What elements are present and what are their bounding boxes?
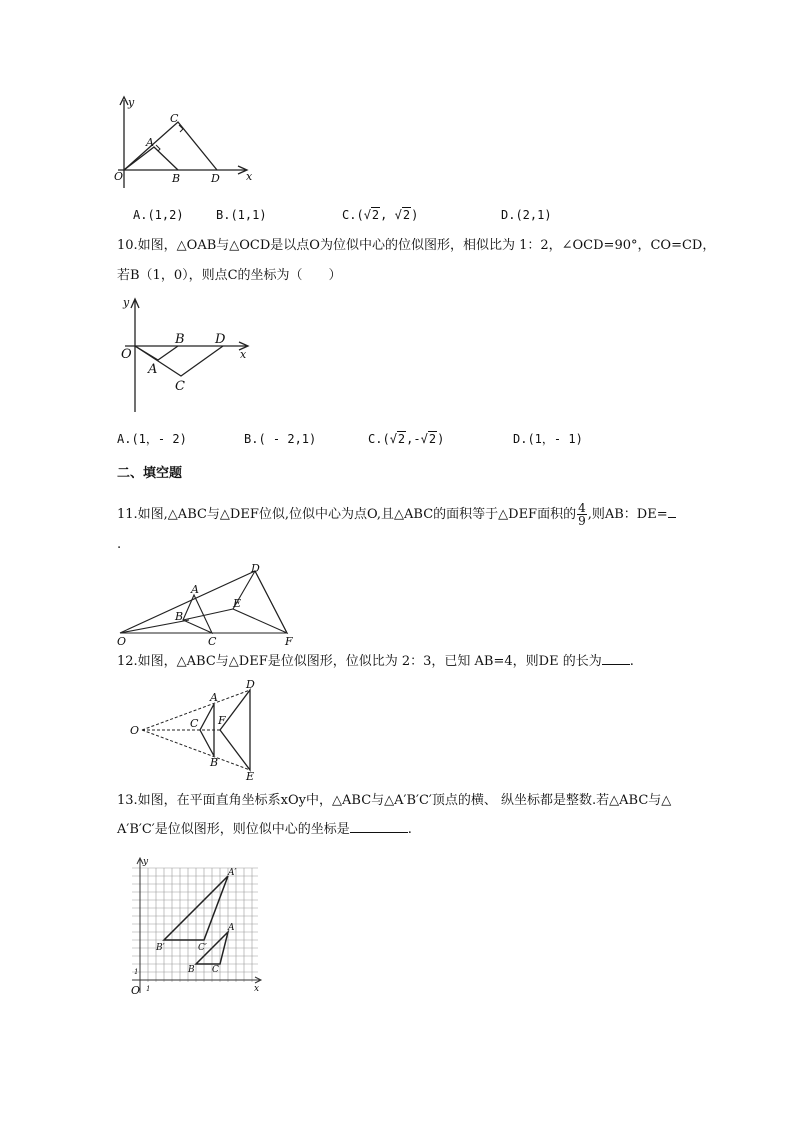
q10-option-b: B.( - 2,1)	[244, 432, 317, 446]
q12-label-b: B	[210, 756, 219, 769]
q13-label-c-prime: C′	[198, 943, 207, 953]
q13-label-o: O	[131, 984, 141, 997]
q10-option-c-suffix: )	[437, 432, 445, 446]
q13-text-before: A′B′C′是位似图形，则位似中心的坐标是	[117, 822, 350, 837]
sqrt-symbol: √2	[394, 208, 411, 222]
q13-text-after: .	[407, 822, 412, 837]
sqrt-symbol: √2	[363, 208, 380, 222]
q13-answer-blank[interactable]	[350, 820, 408, 833]
q13-label-a-prime: A′	[228, 868, 237, 878]
q13-label-c: C	[212, 965, 219, 975]
q10-label-c: C	[175, 379, 185, 394]
q11-stem-line1	[117, 502, 676, 527]
q11-triangle-def	[233, 571, 287, 633]
q9-label-c: C	[170, 112, 179, 125]
q11-answer-blank[interactable]	[668, 505, 676, 518]
q12-stem	[117, 652, 634, 671]
q12-label-f: F	[218, 714, 226, 727]
q11-label-c: C	[208, 635, 217, 648]
q11-ray-be	[183, 609, 233, 620]
q12-label-a: A	[210, 691, 218, 704]
q12-label-o: O	[130, 724, 140, 737]
q12-dashed-oe	[142, 730, 250, 770]
q9-label-b: B	[172, 172, 181, 185]
q9-option-c-radicand-2: 2	[402, 208, 411, 222]
q11-figure	[115, 560, 305, 648]
q13-figure	[124, 855, 264, 997]
q10-option-c-sep: ,-	[406, 432, 421, 446]
q11-triangle-abc	[183, 595, 212, 633]
q9-option-a: A.(1,2)	[133, 208, 184, 222]
q10-label-y: y	[123, 296, 130, 309]
q11-text-after: ,则AB：DE=	[587, 507, 668, 522]
q13-label-b-prime: B′	[156, 943, 165, 953]
sqrt-symbol: √2	[420, 432, 437, 446]
q12-text-before: 12.如图，△ABC与△DEF是位似图形，位似比为 2：3，已知 AB=4，则DE 的长为	[117, 654, 602, 669]
sqrt-symbol: √2	[389, 432, 406, 446]
q12-figure	[128, 678, 268, 782]
q10-option-c-radicand-1: 2	[397, 432, 406, 446]
q10-stem-line2: 若B（1，0），则点C的坐标为（ ）	[117, 268, 342, 283]
q13-label-y: y	[143, 857, 149, 867]
q13-label-one-x: 1	[146, 985, 151, 993]
q11-label-f: F	[285, 635, 293, 648]
q10-label-a: A	[148, 362, 158, 377]
q12-label-d: D	[246, 678, 255, 691]
q10-label-o: O	[121, 347, 132, 362]
q9-label-o: O	[114, 170, 124, 183]
q9-label-y: y	[128, 96, 135, 109]
q10-option-c	[368, 430, 444, 448]
q11-label-a: A	[191, 583, 199, 596]
q10-label-b: B	[175, 332, 185, 347]
q11-text-before: 11.如图,△ABC与△DEF位似,位似中心为点O,且△ABC的面积等于△DEF面积的	[117, 507, 577, 522]
q9-label-a: A	[146, 136, 154, 149]
q12-answer-blank[interactable]	[602, 652, 630, 665]
q11-frac-den: 9	[578, 514, 586, 528]
q13-stem-line2	[117, 820, 412, 839]
q9-option-c-sep: ,	[380, 208, 395, 222]
q11-label-d: D	[251, 562, 260, 575]
q10-label-d: D	[215, 332, 226, 347]
q13-stem-line1: 13.如图，在平面直角坐标系xOy中，△ABC与△A′B′C′顶点的横、 纵坐标都是整数.若△ABC与△	[117, 793, 672, 808]
q10-option-a: A.(1，- 2)	[117, 432, 187, 446]
q13-grid	[132, 868, 258, 982]
q11-label-e: E	[233, 597, 242, 610]
q9-option-c	[342, 206, 418, 224]
q13-label-b: B	[188, 965, 195, 975]
q10-label-x: x	[240, 348, 247, 361]
q11-stem-line2: .	[117, 537, 122, 552]
q10-option-c-radicand-2: 2	[428, 432, 437, 446]
q9-option-c-prefix: C.(	[342, 208, 364, 222]
q10-figure	[115, 290, 260, 415]
q9-label-d: D	[211, 172, 220, 185]
q12-triangle-def	[220, 690, 250, 770]
q10-option-d: D.(1，- 1)	[513, 432, 583, 446]
q13-label-a: A	[228, 923, 235, 933]
q9-label-x: x	[246, 170, 253, 183]
q13-label-one-y: 1	[134, 968, 139, 976]
q9-option-c-suffix: )	[411, 208, 419, 222]
q9-option-c-radicand-1: 2	[371, 208, 380, 222]
q11-ray-od-of	[120, 571, 287, 633]
q9-option-b: B.(1,1)	[216, 208, 267, 222]
q13-label-x: x	[254, 984, 260, 994]
q11-fraction	[577, 502, 587, 527]
q11-label-o: O	[117, 635, 127, 648]
q9-option-d: D.(2,1)	[501, 208, 552, 222]
q11-frac-num: 4	[578, 501, 586, 515]
q10-triangle-oab	[135, 346, 178, 360]
q10-option-c-prefix: C.(	[368, 432, 390, 446]
q9-triangle-oab	[124, 147, 178, 170]
q12-text-after: .	[629, 654, 634, 669]
section-title-fill-in: 二、填空题	[117, 466, 183, 481]
q9-figure	[110, 92, 260, 192]
q10-stem-line1: 10.如图，△OAB与△OCD是以点O为位似中心的位似图形，相似比为 1：2，∠OCD=90°，CO=CD，	[117, 238, 716, 253]
q12-label-e: E	[246, 770, 255, 782]
q11-label-b: B	[175, 610, 184, 623]
q12-label-c: C	[190, 717, 199, 730]
